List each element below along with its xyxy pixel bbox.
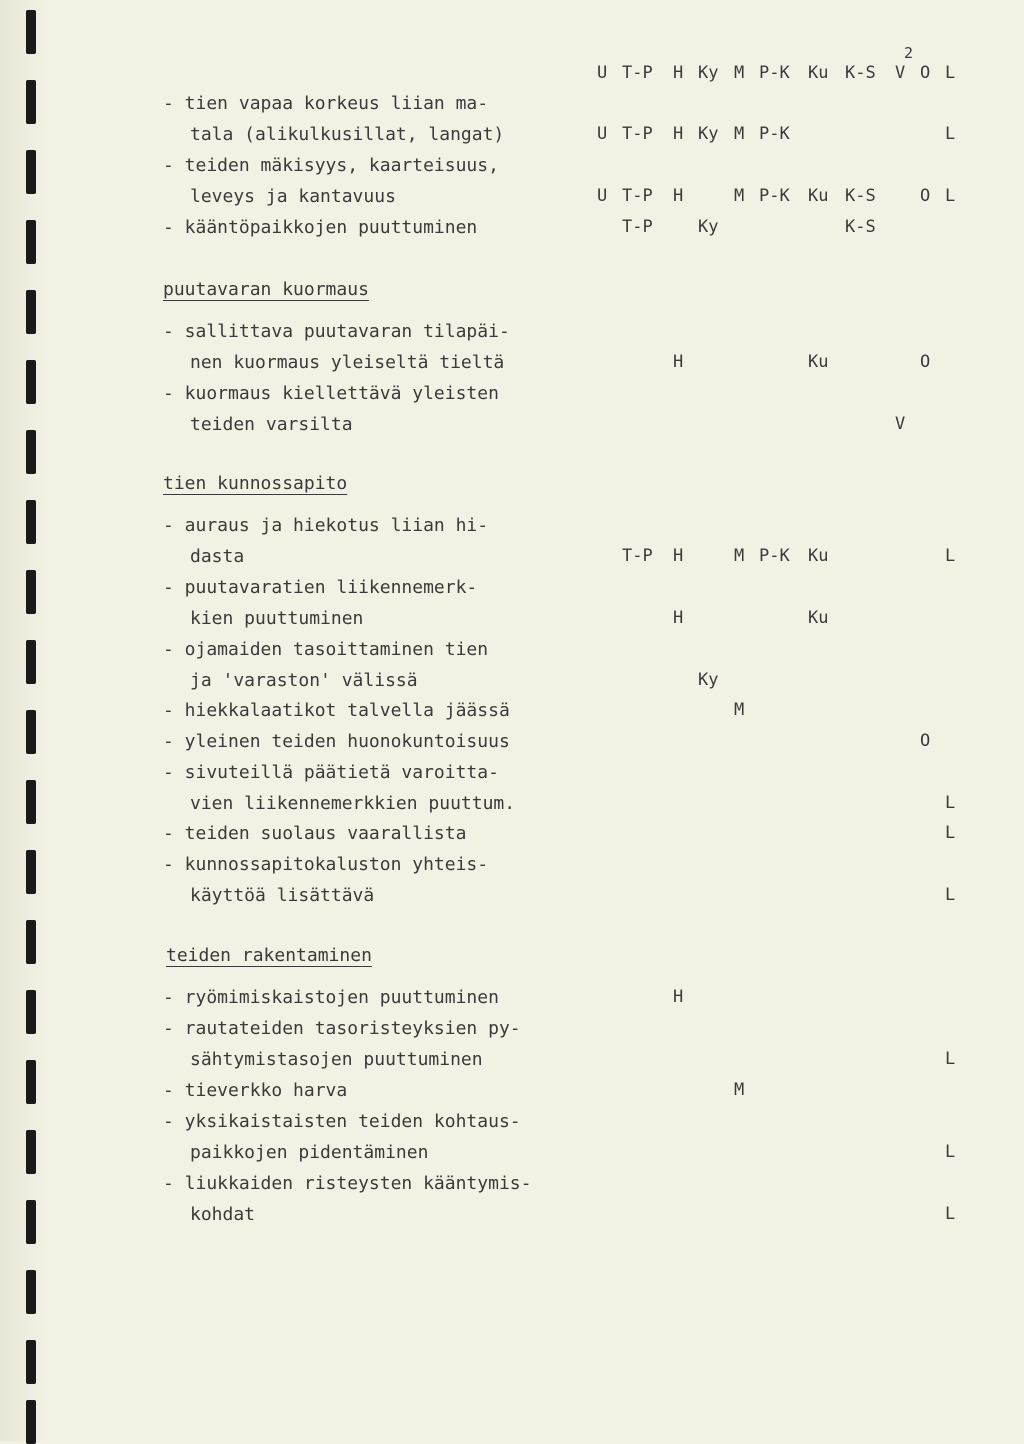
list-item-text: - teiden mäkisyys, kaarteisuus, [163, 155, 499, 176]
category-code: L [945, 63, 956, 83]
list-item-line [0, 347, 1024, 378]
list-item-line [0, 1044, 1024, 1075]
list-item-line [0, 634, 1024, 665]
category-code: L [945, 124, 956, 144]
section-heading: puutavaran kuormaus [163, 279, 369, 300]
list-item-line [0, 1013, 1024, 1044]
category-code: M [734, 1080, 745, 1100]
list-item-line [0, 788, 1024, 819]
list-item-line [0, 757, 1024, 788]
category-code: P-K [759, 63, 790, 83]
list-item-line [0, 212, 1024, 243]
list-item-text: - tieverkko harva [163, 1080, 348, 1101]
list-item-continuation: dasta [190, 546, 245, 567]
list-item-line [0, 1075, 1024, 1106]
category-code: V [895, 414, 906, 434]
list-item-line [0, 541, 1024, 572]
category-code: O [920, 352, 931, 372]
page-number: 2 [904, 44, 914, 62]
category-code: H [673, 186, 684, 206]
list-item-text: - ryömimiskaistojen puuttuminen [163, 987, 499, 1008]
category-code: L [945, 1049, 956, 1069]
punch-hole [26, 1340, 36, 1384]
list-item-line [0, 726, 1024, 757]
category-code: Ky [698, 670, 719, 690]
punch-hole [26, 1270, 36, 1314]
list-item-line [0, 880, 1024, 911]
section-heading-row [0, 274, 1024, 305]
list-item-line [0, 572, 1024, 603]
list-item-text: - yksikaistaisten teiden kohtaus- [163, 1111, 521, 1132]
list-item-continuation: kien puuttuminen [190, 608, 364, 629]
category-code: H [673, 987, 684, 1007]
category-code: Ku [808, 63, 829, 83]
category-code: H [673, 608, 684, 628]
column-header-row [0, 58, 1024, 89]
category-code: M [734, 700, 745, 720]
list-item-line [0, 150, 1024, 181]
category-code: Ku [808, 546, 829, 566]
category-code: O [920, 63, 931, 83]
category-code: M [734, 124, 745, 144]
category-code: O [920, 731, 931, 751]
category-code: H [673, 63, 684, 83]
category-code: P-K [759, 546, 790, 566]
category-code: Ku [808, 352, 829, 372]
category-code: H [673, 124, 684, 144]
category-code: Ky [698, 124, 719, 144]
list-item-line [0, 1137, 1024, 1168]
section-heading: tien kunnossapito [163, 473, 348, 494]
list-item-text: - kuormaus kiellettävä yleisten [163, 383, 499, 404]
list-item-line [0, 849, 1024, 880]
punch-hole [26, 1400, 36, 1444]
list-item-line [0, 119, 1024, 150]
category-code: L [945, 186, 956, 206]
list-item-line [0, 510, 1024, 541]
category-code: Ky [698, 217, 719, 237]
list-item-line [0, 181, 1024, 212]
list-item-continuation: paikkojen pidentäminen [190, 1142, 429, 1163]
category-code: T-P [622, 217, 653, 237]
category-code: Ku [808, 186, 829, 206]
category-code: Ky [698, 63, 719, 83]
list-item-text: - kääntöpaikkojen puuttuminen [163, 217, 478, 238]
category-code: H [673, 352, 684, 372]
category-code: M [734, 186, 745, 206]
category-code: K-S [845, 186, 876, 206]
list-item-text: - ojamaiden tasoittaminen tien [163, 639, 489, 660]
category-code: L [945, 1142, 956, 1162]
list-item-text: - liukkaiden risteysten kääntymis- [163, 1173, 532, 1194]
category-code: L [945, 546, 956, 566]
list-item-text: - yleinen teiden huonokuntoisuus [163, 731, 510, 752]
list-item-text: - rautateiden tasoristeyksien py- [163, 1018, 521, 1039]
list-item-line [0, 1168, 1024, 1199]
list-item-line [0, 409, 1024, 440]
category-code: V [895, 63, 906, 83]
list-item-text: - sivuteillä päätietä varoitta- [163, 762, 499, 783]
category-code: L [945, 823, 956, 843]
list-item-continuation: sähtymistasojen puuttuminen [190, 1049, 483, 1070]
list-item-continuation: käyttöä lisättävä [190, 885, 375, 906]
category-code: P-K [759, 124, 790, 144]
list-item-line [0, 982, 1024, 1013]
category-code: U [597, 186, 608, 206]
list-item-line [0, 378, 1024, 409]
list-item-continuation: tala (alikulkusillat, langat) [190, 124, 505, 145]
punch-hole [26, 10, 36, 54]
list-item-line [0, 818, 1024, 849]
category-code: L [945, 1204, 956, 1224]
list-item-text: - tien vapaa korkeus liian ma- [163, 93, 489, 114]
category-code: O [920, 186, 931, 206]
list-item-line [0, 695, 1024, 726]
category-code: L [945, 885, 956, 905]
category-code: U [597, 63, 608, 83]
section-heading-row [0, 468, 1024, 499]
list-item-line [0, 1106, 1024, 1137]
category-code: M [734, 63, 745, 83]
list-item-text: - puutavaratien liikennemerk- [163, 577, 478, 598]
list-item-line [0, 665, 1024, 696]
list-item-continuation: ja 'varaston' välissä [190, 670, 418, 691]
category-code: H [673, 546, 684, 566]
list-item-text: - kunnossapitokaluston yhteis- [163, 854, 489, 875]
list-item-continuation: nen kuormaus yleiseltä tieltä [190, 352, 505, 373]
category-code: K-S [845, 63, 876, 83]
category-code: M [734, 546, 745, 566]
category-code: T-P [622, 186, 653, 206]
list-item-line [0, 603, 1024, 634]
category-code: P-K [759, 186, 790, 206]
section-heading-row [0, 940, 1024, 971]
list-item-continuation: vien liikennemerkkien puuttum. [190, 793, 516, 814]
list-item-continuation: teiden varsilta [190, 414, 353, 435]
list-item-text: - auraus ja hiekotus liian hi- [163, 515, 489, 536]
list-item-line [0, 88, 1024, 119]
category-code: T-P [622, 63, 653, 83]
list-item-text: - teiden suolaus vaarallista [163, 823, 467, 844]
category-code: T-P [622, 546, 653, 566]
category-code: U [597, 124, 608, 144]
category-code: L [945, 793, 956, 813]
list-item-continuation: leveys ja kantavuus [190, 186, 396, 207]
list-item-line [0, 316, 1024, 347]
category-code: T-P [622, 124, 653, 144]
section-heading: teiden rakentaminen [166, 945, 372, 966]
list-item-text: - sallittava puutavaran tilapäi- [163, 321, 510, 342]
category-code: K-S [845, 217, 876, 237]
list-item-text: - hiekkalaatikot talvella jäässä [163, 700, 510, 721]
list-item-continuation: kohdat [190, 1204, 256, 1225]
list-item-line [0, 1199, 1024, 1230]
category-code: Ku [808, 608, 829, 628]
